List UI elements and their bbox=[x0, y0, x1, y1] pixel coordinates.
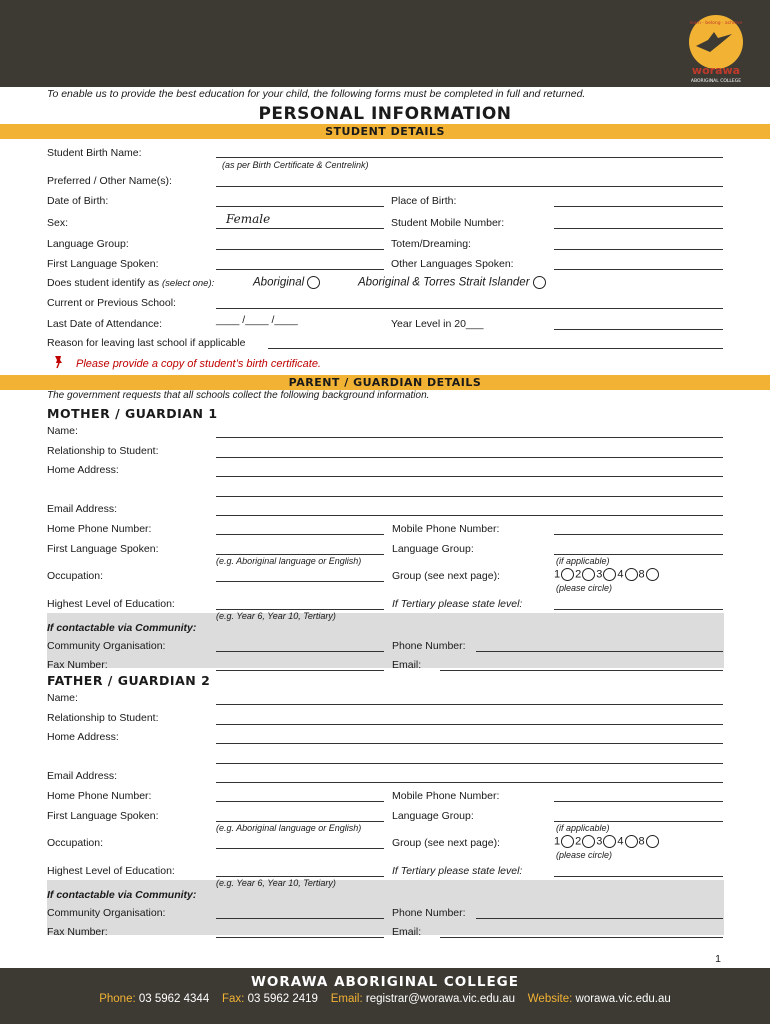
footer-college: WORAWA ABORIGINAL COLLEGE bbox=[251, 974, 519, 990]
mother-group-circle[interactable] bbox=[646, 568, 659, 581]
mother-first-language-field[interactable] bbox=[216, 554, 384, 555]
mother-name-field[interactable] bbox=[216, 437, 723, 438]
mother-language-hint: (e.g. Aboriginal language or English) bbox=[216, 556, 362, 566]
student-birth-name-label: Student Birth Name: bbox=[47, 147, 142, 159]
father-please-circle: (please circle) bbox=[556, 850, 613, 860]
father-occupation-field[interactable] bbox=[216, 848, 384, 849]
mother-mobile-label: Mobile Phone Number: bbox=[392, 523, 500, 535]
birth-cert-note: Please provide a copy of student’s birth certificate. bbox=[76, 358, 321, 370]
reason-field[interactable] bbox=[268, 348, 723, 349]
father-email-field[interactable] bbox=[216, 782, 723, 783]
father-name-field[interactable] bbox=[216, 704, 723, 705]
father-language-group-label: Language Group: bbox=[392, 810, 474, 822]
father-occupation-label: Occupation: bbox=[47, 837, 104, 849]
mother-email-label: Email Address: bbox=[47, 503, 118, 515]
language-group-label: Language Group: bbox=[47, 238, 129, 250]
preferred-name-label: Preferred / Other Name(s): bbox=[47, 175, 172, 187]
father-community-email-field[interactable] bbox=[440, 937, 723, 938]
father-group-circle[interactable] bbox=[625, 835, 638, 848]
mother-group-option: 4 bbox=[617, 568, 624, 581]
mother-first-language-label: First Language Spoken: bbox=[47, 543, 159, 555]
father-group-circle[interactable] bbox=[582, 835, 595, 848]
mother-fax-label: Fax Number: bbox=[47, 659, 108, 671]
sex-value[interactable]: Female bbox=[226, 212, 271, 226]
other-languages-label: Other Languages Spoken: bbox=[391, 258, 514, 270]
father-group-circle[interactable] bbox=[561, 835, 574, 848]
father-group-option: 3 bbox=[596, 835, 603, 848]
svg-text:learn · belong · achieve: learn · belong · achieve bbox=[689, 21, 743, 26]
father-address-field-1[interactable] bbox=[216, 743, 723, 744]
mother-group-option: 8 bbox=[638, 568, 645, 581]
svg-text:worawa: worawa bbox=[691, 64, 741, 77]
place-of-birth-field[interactable] bbox=[554, 206, 723, 207]
pushpin-icon bbox=[52, 355, 66, 369]
mother-education-hint: (e.g. Year 6, Year 10, Tertiary) bbox=[216, 611, 336, 621]
father-address-label: Home Address: bbox=[47, 731, 119, 743]
father-group-circle[interactable] bbox=[603, 835, 616, 848]
mother-name-label: Name: bbox=[47, 425, 78, 437]
footer-email[interactable]: registrar@worawa.vic.edu.au bbox=[365, 993, 515, 1005]
mother-group-circle[interactable] bbox=[625, 568, 638, 581]
father-community-org-field[interactable] bbox=[216, 918, 384, 919]
father-address-field-2[interactable] bbox=[216, 763, 723, 764]
mother-address-field-2[interactable] bbox=[216, 496, 723, 497]
mother-address-field-1[interactable] bbox=[216, 476, 723, 477]
father-if-applicable: (if applicable) bbox=[556, 823, 610, 833]
father-education-field[interactable] bbox=[216, 876, 384, 877]
intro-text: To enable us to provide the best education for your child, the following forms must be completed in full and returned. bbox=[47, 88, 586, 100]
footer-fax: 03 5962 2419 bbox=[247, 993, 318, 1005]
header-band bbox=[0, 0, 770, 87]
preferred-name-field[interactable] bbox=[216, 186, 723, 187]
student-details-bar: STUDENT DETAILS bbox=[0, 124, 770, 139]
student-birth-name-field[interactable] bbox=[216, 157, 723, 158]
mother-group-options[interactable] bbox=[554, 568, 660, 581]
dob-field[interactable] bbox=[216, 206, 384, 207]
father-group-option: 2 bbox=[575, 835, 582, 848]
footer-contacts: Phone: 03 5962 4344 Fax: 03 5962 2419 Email: registrar@worawa.vic.edu.au Website: worawa.vic.edu.au bbox=[99, 993, 671, 1005]
father-education-hint: (e.g. Year 6, Year 10, Tertiary) bbox=[216, 878, 336, 888]
mother-if-applicable: (if applicable) bbox=[556, 556, 610, 566]
worawa-logo bbox=[680, 12, 752, 84]
father-contactable-label: If contactable via Community: bbox=[47, 889, 197, 901]
mother-group-circle[interactable] bbox=[582, 568, 595, 581]
father-heading: FATHER / GUARDIAN 2 bbox=[47, 673, 211, 688]
father-group-option: 4 bbox=[617, 835, 624, 848]
svg-text:ABORIGINAL COLLEGE: ABORIGINAL COLLEGE bbox=[690, 79, 742, 84]
father-education-label: Highest Level of Education: bbox=[47, 865, 175, 877]
mother-occupation-field[interactable] bbox=[216, 581, 384, 582]
mother-group-option: 3 bbox=[596, 568, 603, 581]
totem-field[interactable] bbox=[554, 249, 723, 250]
option-aboriginal-tsi[interactable]: Aboriginal & Torres Strait Islander bbox=[358, 276, 546, 289]
school-label: Current or Previous School: bbox=[47, 297, 176, 309]
father-fax-label: Fax Number: bbox=[47, 926, 108, 938]
mother-home-phone-field[interactable] bbox=[216, 534, 384, 535]
mother-group-circle[interactable] bbox=[561, 568, 574, 581]
mother-education-field[interactable] bbox=[216, 609, 384, 610]
last-date-field[interactable]: ____ /____ /____ bbox=[216, 314, 298, 326]
mother-relationship-field[interactable] bbox=[216, 457, 723, 458]
page-title: PERSONAL INFORMATION bbox=[258, 104, 512, 124]
year-level-label: Year Level in 20___ bbox=[391, 318, 484, 330]
mother-contactable-label: If contactable via Community: bbox=[47, 622, 197, 634]
father-group-circle[interactable] bbox=[646, 835, 659, 848]
option-aboriginal[interactable]: Aboriginal bbox=[253, 276, 320, 289]
birth-name-hint: (as per Birth Certificate & Centrelink) bbox=[222, 160, 369, 170]
father-community-phone-field[interactable] bbox=[476, 918, 723, 919]
identify-label: Does student identify as (select one): bbox=[47, 277, 215, 289]
mother-language-group-label: Language Group: bbox=[392, 543, 474, 555]
mother-group-option: 1 bbox=[554, 568, 561, 581]
sex-field[interactable] bbox=[216, 228, 384, 229]
father-group-option: 8 bbox=[638, 835, 645, 848]
footer-website[interactable]: worawa.vic.edu.au bbox=[575, 993, 671, 1005]
school-field[interactable] bbox=[216, 308, 723, 309]
mother-please-circle: (please circle) bbox=[556, 583, 613, 593]
father-language-group-field[interactable] bbox=[554, 821, 723, 822]
mother-occupation-label: Occupation: bbox=[47, 570, 104, 582]
parent-details-bar: PARENT / GUARDIAN DETAILS bbox=[0, 375, 770, 390]
father-group-option: 1 bbox=[554, 835, 561, 848]
mother-community-phone-label: Phone Number: bbox=[392, 640, 466, 652]
reason-label: Reason for leaving last school if applicable bbox=[47, 337, 246, 349]
father-community-phone-label: Phone Number: bbox=[392, 907, 466, 919]
father-mobile-label: Mobile Phone Number: bbox=[392, 790, 500, 802]
page-number: 1 bbox=[715, 953, 721, 965]
totem-label: Totem/Dreaming: bbox=[391, 238, 471, 250]
mother-fax-field[interactable] bbox=[216, 670, 384, 671]
mother-relationship-label: Relationship to Student: bbox=[47, 445, 159, 457]
mother-group-option: 2 bbox=[575, 568, 582, 581]
father-community-email-label: Email: bbox=[392, 926, 422, 938]
father-relationship-field[interactable] bbox=[216, 724, 723, 725]
year-level-field[interactable] bbox=[554, 329, 723, 330]
father-tertiary-field[interactable] bbox=[554, 876, 723, 877]
student-mobile-label: Student Mobile Number: bbox=[391, 217, 505, 229]
father-group-options[interactable] bbox=[554, 835, 660, 848]
parent-info-text: The government requests that all schools collect the following background information. bbox=[47, 390, 430, 401]
mother-community-org-field[interactable] bbox=[216, 651, 384, 652]
mother-mobile-field[interactable] bbox=[554, 534, 723, 535]
father-fax-field[interactable] bbox=[216, 937, 384, 938]
place-of-birth-label: Place of Birth: bbox=[391, 195, 457, 207]
other-languages-field[interactable] bbox=[554, 269, 723, 270]
mother-community-email-field[interactable] bbox=[440, 670, 723, 671]
father-relationship-label: Relationship to Student: bbox=[47, 712, 159, 724]
father-community-org-label: Community Organisation: bbox=[47, 907, 166, 919]
father-tertiary-label: If Tertiary please state level: bbox=[392, 865, 523, 877]
mother-community-org-label: Community Organisation: bbox=[47, 640, 166, 652]
father-name-label: Name: bbox=[47, 692, 78, 704]
aboriginal-tsi-radio[interactable] bbox=[533, 276, 546, 289]
mother-community-phone-field[interactable] bbox=[476, 651, 723, 652]
sex-label: Sex: bbox=[47, 217, 69, 229]
footer-phone[interactable]: 03 5962 4344 bbox=[138, 993, 210, 1005]
father-home-phone-field[interactable] bbox=[216, 801, 384, 802]
mother-home-phone-label: Home Phone Number: bbox=[47, 523, 152, 535]
father-email-label: Email Address: bbox=[47, 770, 118, 782]
mother-address-label: Home Address: bbox=[47, 464, 119, 476]
father-home-phone-label: Home Phone Number: bbox=[47, 790, 152, 802]
mother-group-label: Group (see next page): bbox=[392, 570, 500, 582]
mother-heading: MOTHER / GUARDIAN 1 bbox=[47, 406, 218, 421]
father-mobile-field[interactable] bbox=[554, 801, 723, 802]
father-group-label: Group (see next page): bbox=[392, 837, 500, 849]
last-date-label: Last Date of Attendance: bbox=[47, 318, 162, 330]
aboriginal-radio[interactable] bbox=[307, 276, 320, 289]
mother-education-label: Highest Level of Education: bbox=[47, 598, 175, 610]
dob-label: Date of Birth: bbox=[47, 195, 109, 207]
first-language-label: First Language Spoken: bbox=[47, 258, 159, 270]
father-first-language-field[interactable] bbox=[216, 821, 384, 822]
student-mobile-field[interactable] bbox=[554, 228, 723, 229]
mother-tertiary-field[interactable] bbox=[554, 609, 723, 610]
mother-email-field[interactable] bbox=[216, 515, 723, 516]
first-language-field[interactable] bbox=[216, 269, 384, 270]
mother-community-email-label: Email: bbox=[392, 659, 422, 671]
mother-language-group-field[interactable] bbox=[554, 554, 723, 555]
language-group-field[interactable] bbox=[216, 249, 384, 250]
father-first-language-label: First Language Spoken: bbox=[47, 810, 159, 822]
mother-tertiary-label: If Tertiary please state level: bbox=[392, 598, 523, 610]
mother-group-circle[interactable] bbox=[603, 568, 616, 581]
father-language-hint: (e.g. Aboriginal language or English) bbox=[216, 823, 362, 833]
